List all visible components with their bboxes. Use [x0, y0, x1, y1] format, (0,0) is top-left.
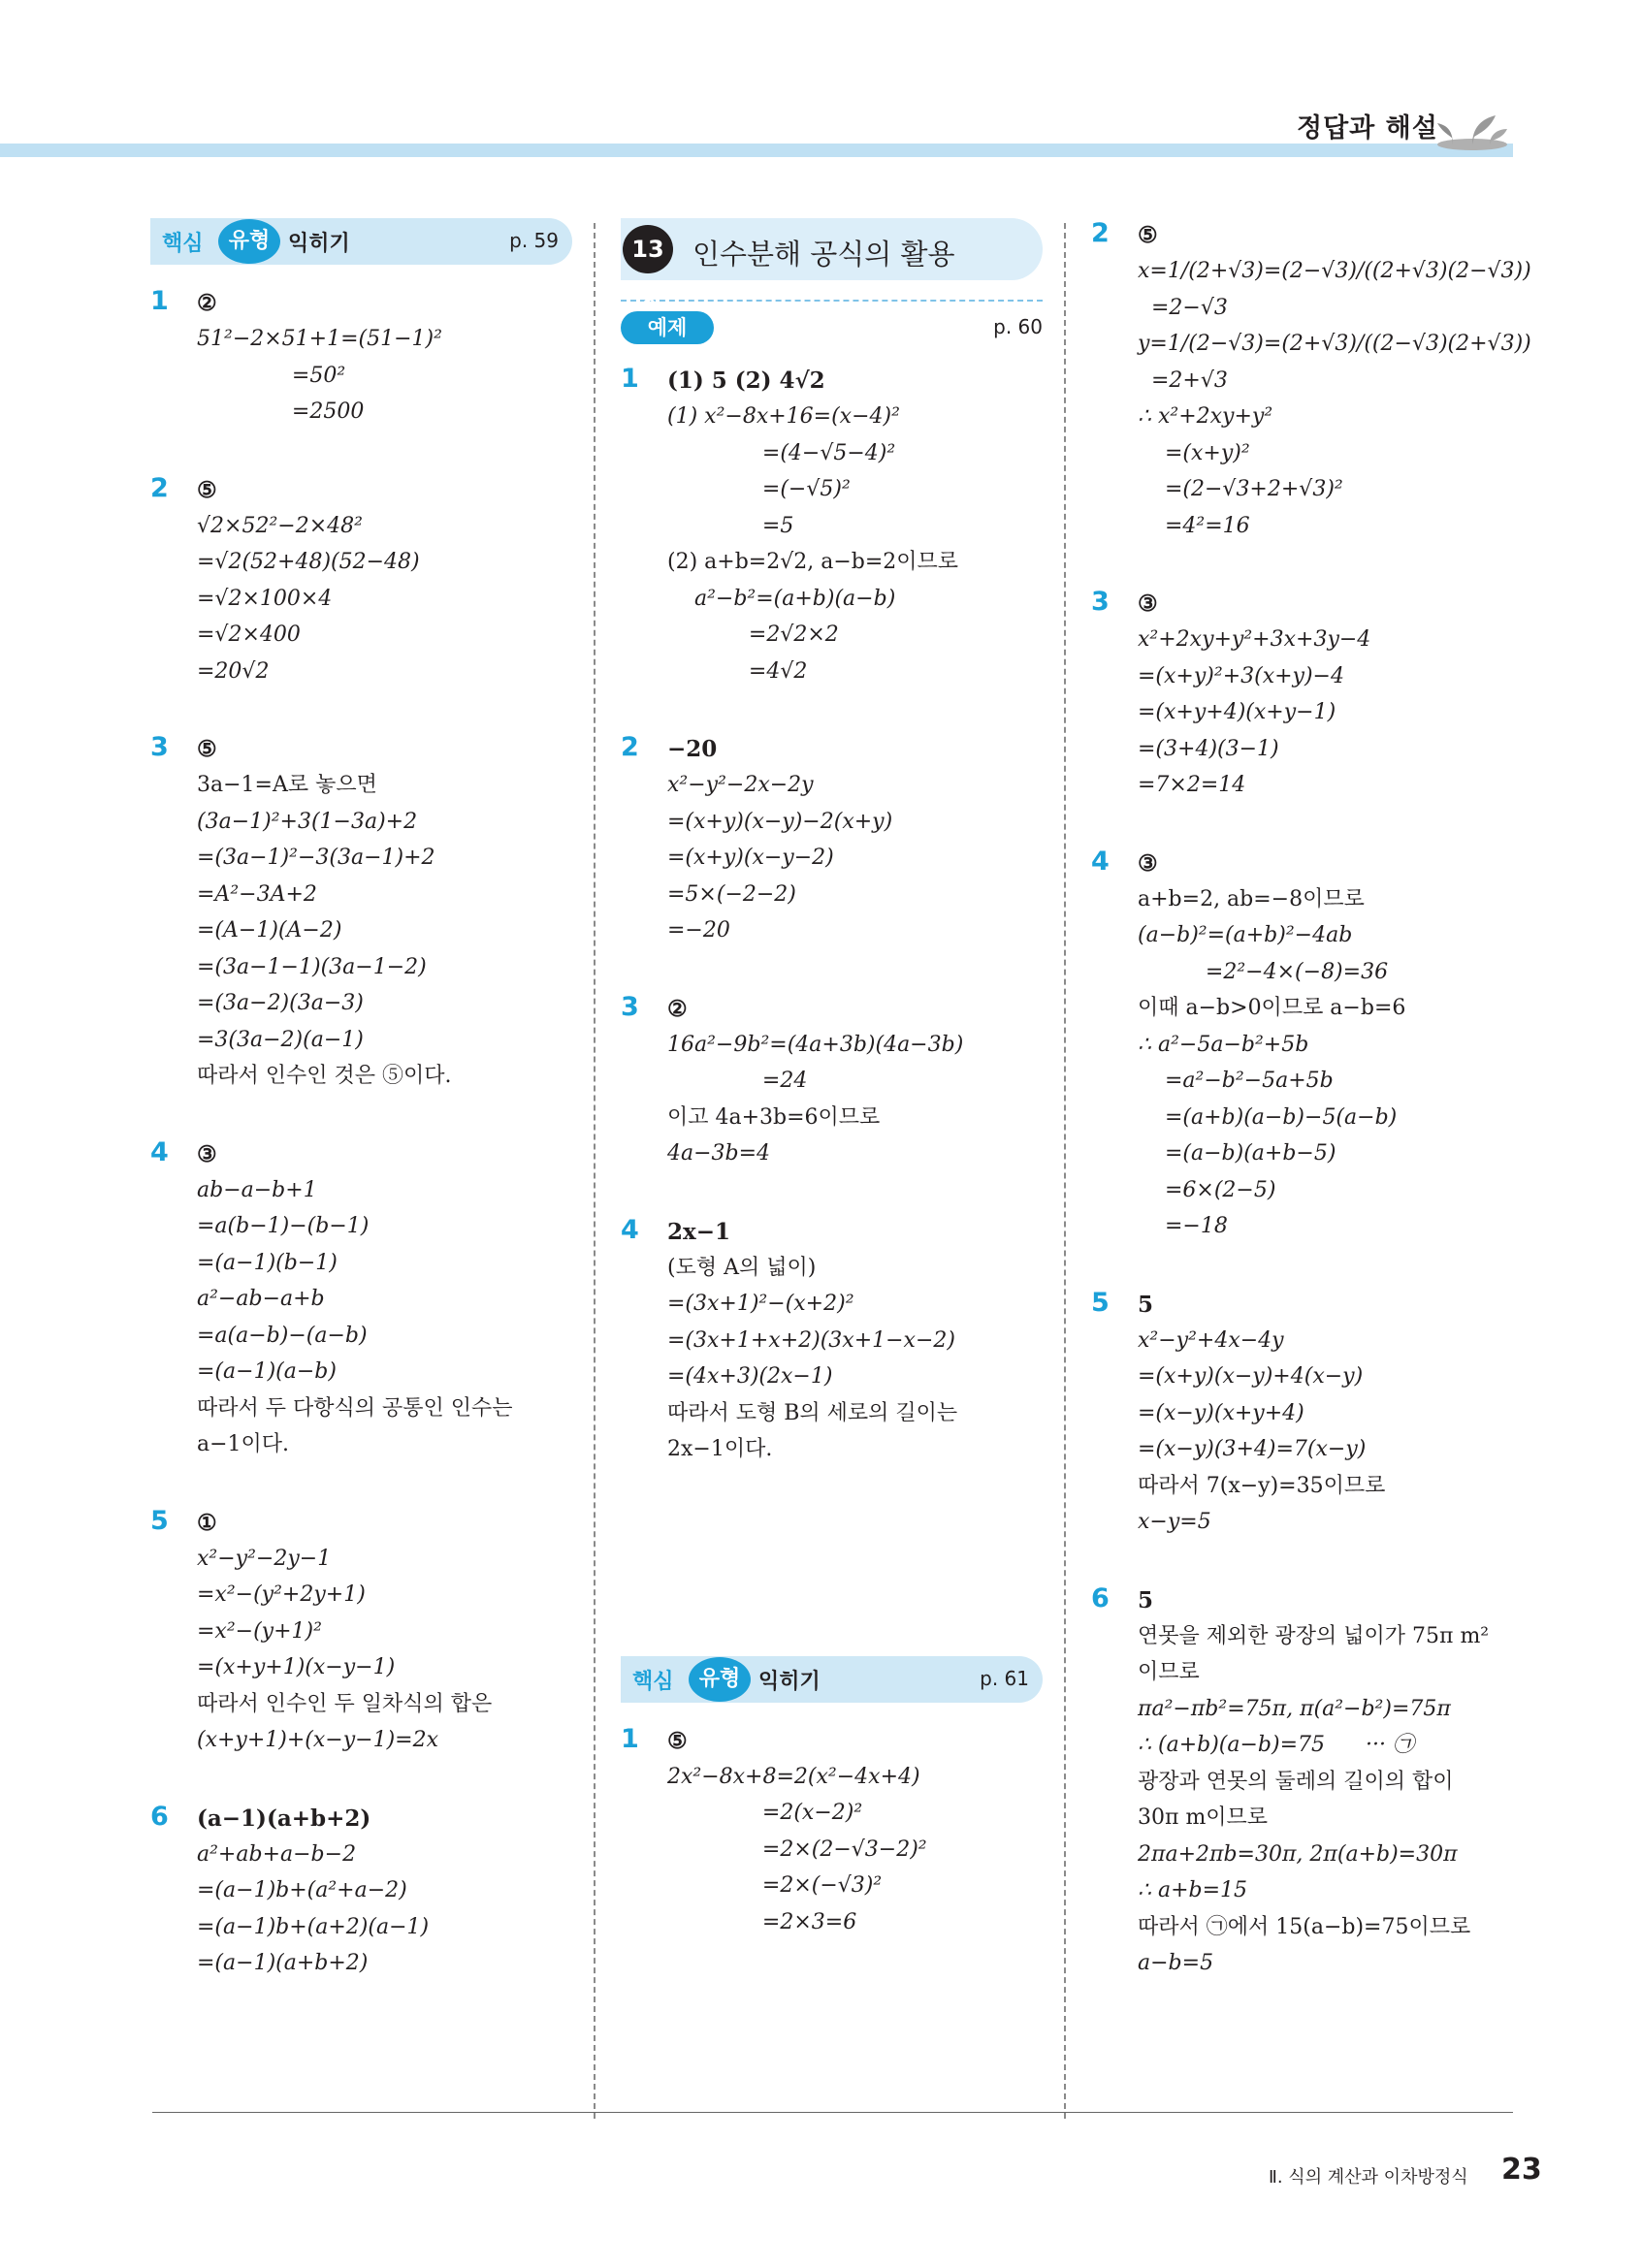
problem-number: 2	[150, 472, 169, 503]
solution-line: a−b=5	[1138, 1951, 1214, 1975]
banner-label: 익히기	[758, 1669, 821, 1694]
solution-line: 이므로	[1138, 1660, 1200, 1684]
problem-item	[621, 732, 1043, 949]
solution-line: =(4x+3)(2x−1)	[667, 1364, 833, 1389]
solution-line: 16a²−9b²=(4a+3b)(4a−3b)	[667, 1032, 964, 1057]
solution-line: =(a−1)(b−1)	[197, 1250, 338, 1275]
problem-answer: ③	[1138, 591, 1158, 617]
problem-item	[621, 1724, 1043, 1941]
section-banner	[150, 218, 572, 265]
solution-line: =24	[667, 1069, 808, 1093]
solution-line: =√2×400	[197, 623, 301, 647]
solution-line: ∴ (a+b)(a−b)=75 ··· ㉠	[1138, 1733, 1414, 1757]
solution-line: =2−√3	[1138, 295, 1228, 320]
problem-item	[150, 1802, 572, 1982]
problem-number: 4	[1091, 846, 1110, 877]
problem-answer: ⑤	[667, 1727, 688, 1754]
solution-line: ∴ a²−5a−b²+5b	[1138, 1032, 1309, 1057]
solution-line: 2x²−8x+8=2(x²−4x+4)	[667, 1764, 920, 1789]
solution-line: =(x−y)(x+y+4)	[1138, 1400, 1304, 1425]
solution-line: (3a−1)²+3(1−3a)+2	[197, 809, 418, 834]
solution-line: =4²=16	[1138, 513, 1250, 538]
problem-number: 6	[150, 1801, 169, 1832]
solution-line: πa²−πb²=75π, π(a²−b²)=75π	[1138, 1696, 1451, 1721]
solution-line: x²−y²−2y−1	[197, 1546, 332, 1571]
solution-line: 2πa+2πb=30π, 2π(a+b)=30π	[1138, 1841, 1458, 1867]
solution-line: 따라서 두 다항식의 공통인 인수는	[197, 1395, 513, 1421]
solution-line: =(3+4)(3−1)	[1138, 736, 1279, 761]
solution-line: =(x+y+4)(x+y−1)	[1138, 700, 1336, 724]
problem-number: 1	[150, 286, 169, 316]
solution-line: (2) a+b=2√2, a−b=2이므로	[667, 550, 959, 574]
solution-line: =(x+y)(x−y)+4(x−y)	[1138, 1364, 1364, 1389]
banner-page: p. 59	[509, 229, 559, 252]
solution-line: ∴ x²+2xy+y²	[1138, 404, 1273, 429]
solution-line: =(3a−1)²−3(3a−1)+2	[197, 846, 435, 870]
problem-item	[1091, 1583, 1523, 1982]
solution-line: =4√2	[667, 658, 808, 684]
problem-item	[150, 286, 572, 431]
solution-line: x−y=5	[1138, 1510, 1211, 1534]
solution-line: =√2×100×4	[197, 586, 333, 611]
solution-line: =(a+b)(a−b)−5(a−b)	[1138, 1104, 1398, 1130]
solution-line: =2×(2−√3−2)²	[667, 1837, 927, 1862]
solution-line: √2×52²−2×48²	[197, 513, 363, 538]
banner-badge: 유형	[689, 1657, 751, 1702]
solution-line: =x²−(y²+2y+1)	[197, 1582, 366, 1607]
solution-line: =x²−(y+1)²	[197, 1618, 322, 1644]
problem-answer: (a−1)(a+b+2)	[197, 1805, 371, 1832]
footer-chapter: Ⅱ. 식의 계산과 이차방정식	[1269, 2167, 1468, 2188]
header-title: 정답과 해설	[1297, 113, 1438, 144]
column-divider	[594, 223, 596, 2119]
solution-line: =(A−1)(A−2)	[197, 918, 342, 942]
problem-answer: 2x−1	[667, 1218, 730, 1245]
solution-line: =(3x+1)²−(x+2)²	[667, 1292, 854, 1316]
lesson-number: 13강	[623, 225, 673, 273]
problem-number: 1	[621, 1723, 639, 1754]
column-2	[621, 218, 1043, 1983]
solution-line: =√2(52+48)(52−48)	[197, 550, 420, 574]
problem-number: 4	[150, 1136, 169, 1167]
problem-answer: ⑤	[197, 476, 217, 503]
example-tag: 예제	[621, 311, 714, 344]
problem-item	[1091, 847, 1523, 1245]
solution-line: (1) x²−8x+16=(x−4)²	[667, 404, 900, 429]
problem-item	[150, 1137, 572, 1463]
section-banner	[621, 1656, 1043, 1703]
solution-line: =(−√5)²	[667, 477, 851, 501]
solution-line: =−18	[1138, 1214, 1228, 1238]
solution-line: =(a−1)b+(a+2)(a−1)	[197, 1914, 430, 1939]
solution-line: =(x−y)(3+4)=7(x−y)	[1138, 1437, 1367, 1461]
problem-number: 2	[621, 732, 639, 762]
problem-answer: ②	[197, 290, 217, 316]
solution-line: =2×(−√3)²	[667, 1873, 883, 1898]
problem-answer: ③	[1138, 849, 1158, 877]
problem-number: 5	[150, 1505, 169, 1536]
problem-item	[150, 1506, 572, 1759]
problem-item	[150, 473, 572, 690]
problem-number: 5	[1091, 1287, 1110, 1318]
lesson-title: 인수분해 공식의 활용	[692, 238, 955, 271]
solution-line: ab−a−b+1	[197, 1177, 317, 1202]
solution-line: =6×(2−5)	[1138, 1177, 1276, 1202]
solution-line: 따라서 인수인 두 일차식의 합은	[197, 1691, 493, 1716]
solution-line: =2×3=6	[667, 1909, 857, 1934]
problem-answer: (1) 5 (2) 4√2	[667, 367, 825, 394]
solution-line: =2²−4×(−8)=36	[1138, 959, 1389, 984]
problem-answer: ①	[197, 1509, 217, 1536]
solution-line: =(4−√5−4)²	[667, 440, 896, 465]
solution-line: =2(x−2)²	[667, 1801, 863, 1825]
solution-line: 따라서 인수인 것은 ⑤이다.	[197, 1064, 452, 1088]
solution-line: x²+2xy+y²+3x+3y−4	[1138, 627, 1371, 652]
header-bar	[0, 144, 1513, 157]
solution-line: =5	[667, 513, 794, 538]
lesson-header	[621, 218, 1043, 311]
solution-line: =(a−1)(a−b)	[197, 1359, 337, 1384]
problem-list	[621, 364, 1043, 1468]
solution-line: =(x+y)²+3(x+y)−4	[1138, 663, 1344, 688]
sprout-icon	[1433, 102, 1511, 150]
solution-line: y=1/(2−√3)=(2+√3)/((2−√3)(2+√3))	[1138, 332, 1531, 356]
solution-line: 4a−3b=4	[667, 1141, 771, 1166]
banner-badge: 유형	[218, 219, 280, 264]
solution-line: =2√2×2	[667, 623, 839, 647]
problem-answer: ③	[197, 1140, 217, 1167]
solution-line: a+b=2, ab=−8이므로	[1138, 886, 1365, 911]
solution-line: =(a−1)b+(a²+a−2)	[197, 1878, 407, 1902]
solution-line: (도형 A의 넓이)	[667, 1255, 817, 1280]
column-divider	[1064, 223, 1066, 2119]
solution-line: x²−y²+4x−4y	[1138, 1327, 1284, 1353]
problem-list	[150, 286, 572, 1982]
problem-number: 3	[1091, 587, 1110, 617]
solution-line: (a−b)²=(a+b)²−4ab	[1138, 923, 1353, 947]
solution-line: 이때 a−b>0이므로 a−b=6	[1138, 996, 1406, 1020]
solution-line: a²−b²=(a+b)(a−b)	[667, 586, 896, 611]
solution-line: x=1/(2+√3)=(2−√3)/((2+√3)(2−√3))	[1138, 259, 1531, 283]
solution-line: (x+y+1)+(x−y−1)=2x	[197, 1728, 439, 1752]
banner-page: p. 61	[980, 1666, 1029, 1690]
problem-list	[621, 1724, 1043, 1941]
solution-line: 따라서 도형 B의 세로의 길이는	[667, 1400, 958, 1425]
solution-line: =(x+y)(x−y)−2(x+y)	[667, 809, 893, 834]
solution-line: 따라서 7(x−y)=35이므로	[1138, 1473, 1386, 1498]
problem-number: 3	[150, 732, 169, 762]
solution-line: a−1이다.	[197, 1432, 290, 1456]
problem-item	[621, 992, 1043, 1172]
solution-line: =3(3a−2)(a−1)	[197, 1027, 364, 1052]
solution-line: 광장과 연못의 둘레의 길이의 합이	[1138, 1769, 1454, 1794]
solution-line: =5×(−2−2)	[667, 881, 796, 907]
footer-rule	[152, 2112, 1513, 2113]
solution-line: =(3a−1−1)(3a−1−2)	[197, 954, 427, 979]
problem-list	[1091, 218, 1531, 1982]
solution-line: =−20	[667, 918, 730, 942]
solution-line: ∴ a+b=15	[1138, 1878, 1248, 1902]
solution-line: 2x−1이다.	[667, 1437, 773, 1461]
solution-line: 3a−1=A로 놓으면	[197, 773, 377, 797]
problem-number: 1	[621, 364, 639, 394]
solution-line: =(a−1)(a+b+2)	[197, 1951, 369, 1975]
solution-line: =(a−b)(a+b−5)	[1138, 1141, 1336, 1166]
solution-line: 연못을 제외한 광장의 넓이가 75π m²	[1138, 1623, 1490, 1648]
solution-line: =50²	[197, 363, 346, 388]
example-page: p. 60	[993, 315, 1043, 338]
problem-number: 3	[621, 991, 639, 1022]
problem-answer: ⑤	[197, 736, 217, 762]
divider	[621, 300, 1043, 302]
page-number: 23	[1501, 2153, 1542, 2187]
problem-item	[621, 364, 1043, 689]
solution-line: =7×2=14	[1138, 773, 1246, 797]
solution-line: =20√2	[197, 658, 270, 684]
solution-line: =2500	[197, 399, 365, 424]
solution-line: 30π m이므로	[1138, 1805, 1269, 1830]
example-header	[621, 309, 1043, 348]
problem-item	[1091, 218, 1531, 544]
solution-line: =a²−b²−5a+5b	[1138, 1069, 1334, 1093]
solution-line: =A²−3A+2	[197, 881, 317, 907]
problem-answer: ②	[667, 995, 688, 1022]
solution-line: =(3a−2)(3a−3)	[197, 991, 364, 1015]
solution-line: =(x+y+1)(x−y−1)	[197, 1655, 396, 1679]
column-3	[1091, 218, 1531, 2025]
problem-number: 4	[621, 1214, 639, 1245]
problem-item	[150, 732, 572, 1095]
banner-label: 핵심	[162, 232, 204, 256]
solution-line: 51²−2×51+1=(51−1)²	[197, 327, 442, 351]
solution-line: =(x+y)²	[1138, 440, 1250, 465]
problem-number: 6	[1091, 1582, 1110, 1613]
column-1	[150, 218, 572, 2025]
problem-answer: ⑤	[1138, 222, 1158, 248]
solution-line: =a(b−1)−(b−1)	[197, 1214, 370, 1238]
solution-line: =2+√3	[1138, 367, 1228, 393]
banner-label: 익히기	[288, 232, 350, 256]
problem-answer: 5	[1138, 1291, 1154, 1318]
banner-label: 핵심	[632, 1669, 674, 1694]
problem-item	[1091, 587, 1523, 804]
problem-item	[621, 1215, 1043, 1468]
problem-item	[1091, 1288, 1523, 1541]
solution-line: a²+ab+a−b−2	[197, 1841, 357, 1867]
solution-line: 따라서 ㉠에서 15(a−b)=75이므로	[1138, 1914, 1471, 1939]
solution-line: x²−y²−2x−2y	[667, 773, 814, 797]
solution-line: =a(a−b)−(a−b)	[197, 1323, 368, 1348]
problem-answer: 5	[1138, 1586, 1154, 1613]
problem-number: 2	[1091, 218, 1110, 248]
problem-answer: −20	[667, 736, 718, 762]
solution-line: 이고 4a+3b=6이므로	[667, 1104, 881, 1130]
solution-line: a²−ab−a+b	[197, 1287, 325, 1311]
solution-line: =(3x+1+x+2)(3x+1−x−2)	[667, 1327, 955, 1353]
solution-line: =(2−√3+2+√3)²	[1138, 477, 1343, 501]
solution-line: =(x+y)(x−y−2)	[667, 846, 834, 870]
